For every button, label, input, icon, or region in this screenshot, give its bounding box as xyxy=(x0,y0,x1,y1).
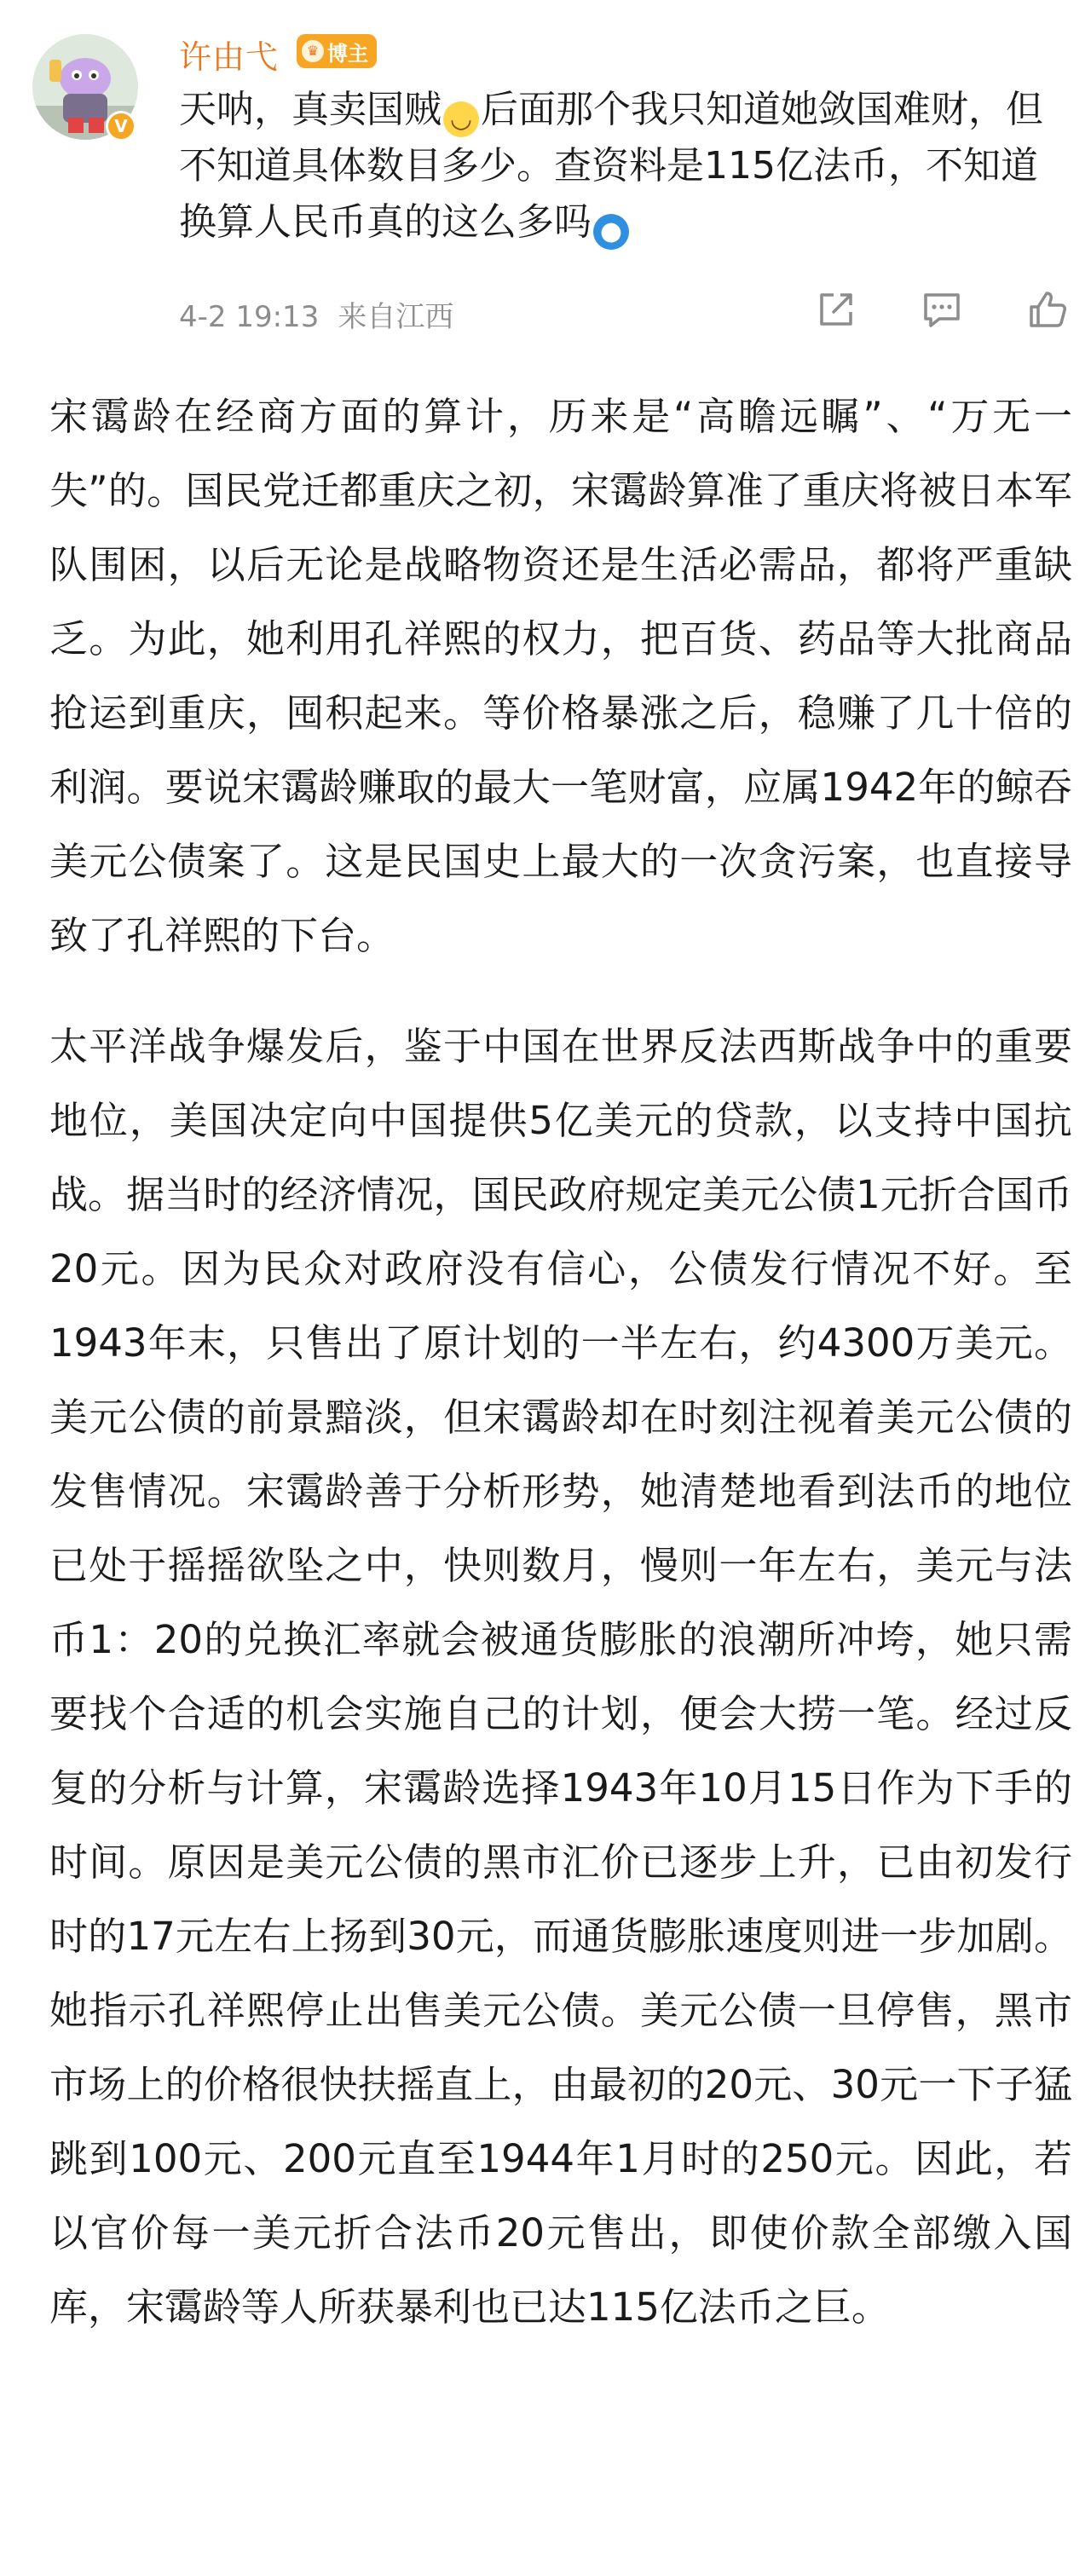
comment-source: 来自江西 xyxy=(338,300,454,334)
comment-card xyxy=(0,0,1091,358)
smile-emoji-icon: ◡ xyxy=(443,101,479,137)
comment-time: 4-2 19:13 xyxy=(179,300,320,334)
share-icon[interactable] xyxy=(813,286,859,332)
comment-actions xyxy=(813,286,1071,332)
username[interactable]: 许由弋 xyxy=(179,38,280,76)
comment-text-part1: 天呐，真卖国贼 xyxy=(179,88,442,131)
comment-icon[interactable] xyxy=(919,286,965,332)
doraemon-emoji-icon: ● xyxy=(593,214,629,250)
blogger-badge xyxy=(297,34,377,68)
like-icon[interactable] xyxy=(1025,286,1071,332)
article-paragraph: 宋霭龄在经商方面的算计，历来是“高瞻远瞩”、“万无一失”的。国民党迁都重庆之初，宋霭龄算准了重庆将被日本军队围困，以后无论是战略物资还是生活必需品，都将严重缺乏。为此，她利用孔祥熙的权力，把百货、药品等大批商品抢运到重庆，囤积起来。等价格暴涨之后，稳赚了几十倍的利润。要说宋霭龄赚取的最大一笔财富，应属1942年的鲸吞美元公债案了。这是民国史上最大的一次贪污案，也直接导致了孔祥熙的下台。 xyxy=(49,394,1072,958)
article-paragraph: 太平洋战争爆发后，鉴于中国在世界反法西斯战争中的重要地位，美国决定向中国提供5亿美元的贷款，以支持中国抗战。据当时的经济情况，国民政府规定美元公债1元折合国币20元。因为民众对政府没有信心，公债发行情况不好。至1943年末，只售出了原计划的一半左右，约4300万美元。美元公债的前景黯淡，但宋霭龄却在时刻注视着美元公债的发售情况。宋霭龄善于分析形势，她清楚地看到法币的地位已处于摇摇欲坠之中，快则数月，慢则一年左右，美元与法币1：20的兑换汇率就会被通货膨胀的浪潮所冲垮，她只需要找个合适的机会实施自己的计划，便会大捞一笔。经过反复的分析与计算，宋霭龄选择1943年10月15日作为下手的时间。原因是美元公债的黑市汇价已逐步上升，已由初发行时的17元左右上扬到30元，而通货膨胀速度则进一步加剧。她指示孔祥熙停止出售美元公债。美元公债一旦停售，黑市市场上的价格很快扶摇直上，由最初的20元、30元一下子猛跳到100元、200元直至1944年1月时的250元。因此，若以官价每一美元折合法币20元售出，即使价款全部缴入国库，宋霭龄等人所获暴利也已达115亿法币之巨。 xyxy=(49,1024,1072,2330)
comment-meta xyxy=(179,293,453,335)
crown-icon: ♛ xyxy=(302,40,324,62)
comment-text xyxy=(179,82,1065,251)
badge-label: 博主 xyxy=(327,41,368,66)
article-body xyxy=(49,379,1072,2344)
comment-text-part2: 后面那个我只知道她敛国难财，但不知道具体数目多少。查资料是115亿法币，不知道换算人民币真的这么多吗 xyxy=(179,88,1043,244)
verified-icon: V xyxy=(106,111,136,142)
